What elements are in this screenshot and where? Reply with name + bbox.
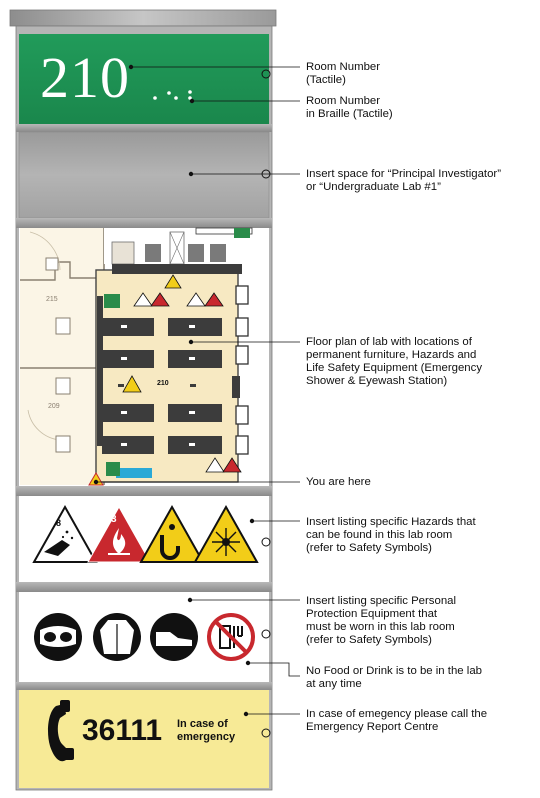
eyewash-station-icon	[116, 468, 152, 478]
callout-emergency: In case of emegency please call the Emergency Report Centre	[306, 708, 488, 733]
exit-sign-icon	[234, 228, 250, 238]
callout-room-number: Room Number (Tactile)	[306, 61, 381, 86]
safety-goggles-icon	[34, 613, 82, 661]
frame-strip	[16, 682, 272, 690]
first-aid-icon	[104, 294, 120, 308]
corrosive-class-number: 8	[56, 518, 62, 528]
floor-plan-room-label: 215	[46, 296, 58, 303]
callout-you-are-here: You are here	[306, 476, 371, 488]
callout-name-insert: Insert space for “Principal Investigator” or “Undergraduate Lab #1”	[306, 168, 501, 193]
frame-top-cap	[10, 10, 276, 26]
callout-floor-plan: Floor plan of lab with locations of permanent furniture, Hazards and Life Safety Equipment (Emergency Shower & Eyewash Station)	[306, 336, 483, 387]
callout-ppe: Insert listing specific Personal Protection Equipment that must be worn in this lab room (refer to Safety Symbols)	[306, 595, 457, 646]
callout-no-food: No Food or Drink is to be in the lab at any time	[306, 665, 483, 690]
floor-plan-room-label: 209	[48, 403, 60, 410]
frame-strip	[16, 486, 272, 496]
frame-strip	[16, 124, 272, 132]
callout-braille: Room Number in Braille (Tactile)	[306, 95, 393, 120]
emergency-shower-icon	[106, 462, 120, 476]
name-insert-plate	[19, 132, 269, 218]
callout-hazards: Insert listing specific Hazards that can be found in this lab room (refer to Safety Symbols)	[306, 516, 476, 554]
no-food-drink-icon	[209, 615, 253, 659]
flammable-class-number: 3	[111, 514, 117, 525]
closed-shoes-icon	[150, 613, 198, 661]
frame-strip	[16, 582, 272, 592]
room-number-text: 210	[40, 45, 130, 110]
floor-plan	[20, 228, 254, 485]
lab-coat-icon	[93, 613, 141, 661]
frame-strip	[16, 218, 272, 228]
emergency-label: In case of emergency	[177, 718, 236, 743]
emergency-phone-number: 36111	[82, 714, 163, 747]
floor-plan-current-room-label: 210	[157, 380, 169, 387]
